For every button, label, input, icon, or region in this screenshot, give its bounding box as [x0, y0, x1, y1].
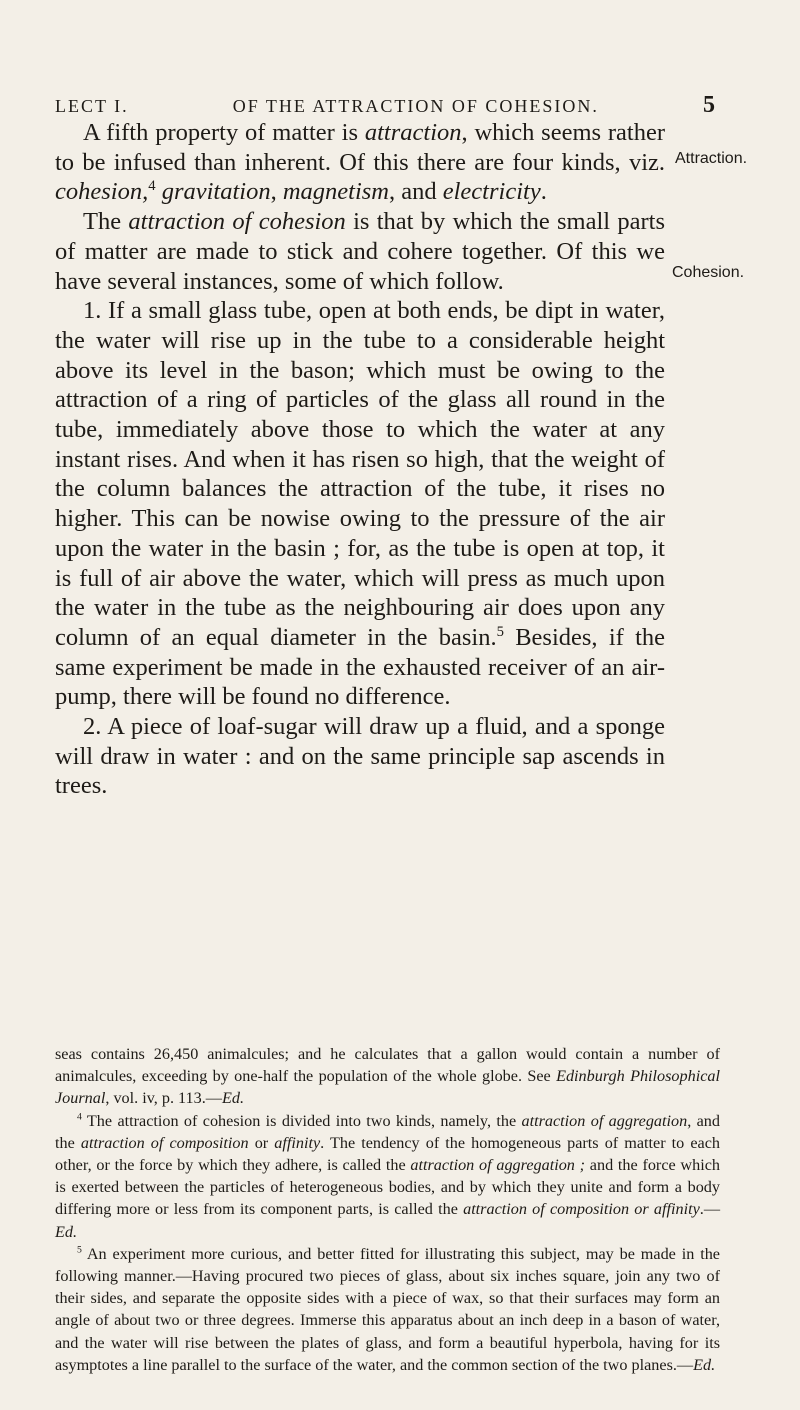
- footnote-ref-5: 5: [496, 623, 504, 640]
- footnote-5: $^5$ An experiment more curious, and better fitted for illustrating this subject, may be made in the following manner.—Having procured two pieces of glass, about six inches square, join any two of their sides, and separate the opposite sides with a piece of wax, so that their surfaces may form an angle of about two or three degrees. Immerse this apparatus about an inch deep in a bason of water, and the water will rise between the plates of glass, and form a beautiful hyperbola, having for its asymptotes a line parallel to the surface of the water, and the common section of the two planes.—Ed.: [55, 1244, 720, 1374]
- paragraph-cohesion: The attraction of cohesion is that by which the small parts of matter are made to stick and cohere together. Of this we have several instances, some of which follow.: [55, 208, 665, 295]
- sidenote-cohesion: Cohesion.: [672, 264, 745, 281]
- sidenote-attraction: Attraction.: [675, 150, 748, 167]
- paragraph-experiment-2: 2. A piece of loaf-sugar will draw up a fluid, and a sponge will draw in water : and on the same principle sap ascends in trees.: [55, 713, 665, 800]
- footnotes: [55, 1043, 720, 1376]
- paragraph-attraction: A fifth property of matter is attraction, which seems rather to be infused than inherent. Of this there are four kinds, viz. cohesion,$^4$ gravitation, magnetism, and electricity.: [55, 119, 665, 206]
- footnote-4: $^4$ The attraction of cohesion is divided into two kinds, namely, the attraction of aggregation, and the attraction of composition or affinity. The tendency of the homogeneous parts of matter to each other, or the force by which they adhere, is called the attraction of aggregation ; and the force which is exerted between the particles of heterogeneous bodies, and by which they unite and form a body differing more or less from its component parts, is called the attraction of composition or affinity.—Ed.: [55, 1111, 721, 1241]
- footnote-continued: seas contains 26,450 animalcules; and he calculates that a gallon would contain a number of animalcules, exceeding by one-half the population of the whole globe. See Edinburgh Philosophical Journal, vol. iv, p. 113.—Ed.: [55, 1045, 720, 1108]
- footnote-ref-4: 4: [148, 178, 156, 195]
- main-text: [55, 118, 665, 801]
- running-head-title: OF THE ATTRACTION OF COHESION.: [232, 96, 599, 116]
- paragraph-experiment-1: 1. If a small glass tube, open at both ends, be dipt in water, the water will rise up in the tube to a considerable height above its level in the bason; which must be owing to the attraction of a ring of particles of the glass all round in the tube, immediately above those to which the water at any instant rises. And when it has risen so high, that the weight of the column balances the attraction of the tube, it rises no higher. This can be nowise owing to the pressure of the air upon the water in the basin ; for, as the tube is open at top, it is full of air above the water, which will press as much upon the water in the tube as the neighbouring air does upon any column of an equal diameter in the basin.$^5$ Besides, if the same experiment be made in the exhausted receiver of an air-pump, there will be found no difference.: [55, 297, 665, 711]
- running-head: [55, 92, 715, 119]
- running-head-left: LECT I.: [55, 96, 129, 116]
- page-number: 5: [702, 92, 715, 118]
